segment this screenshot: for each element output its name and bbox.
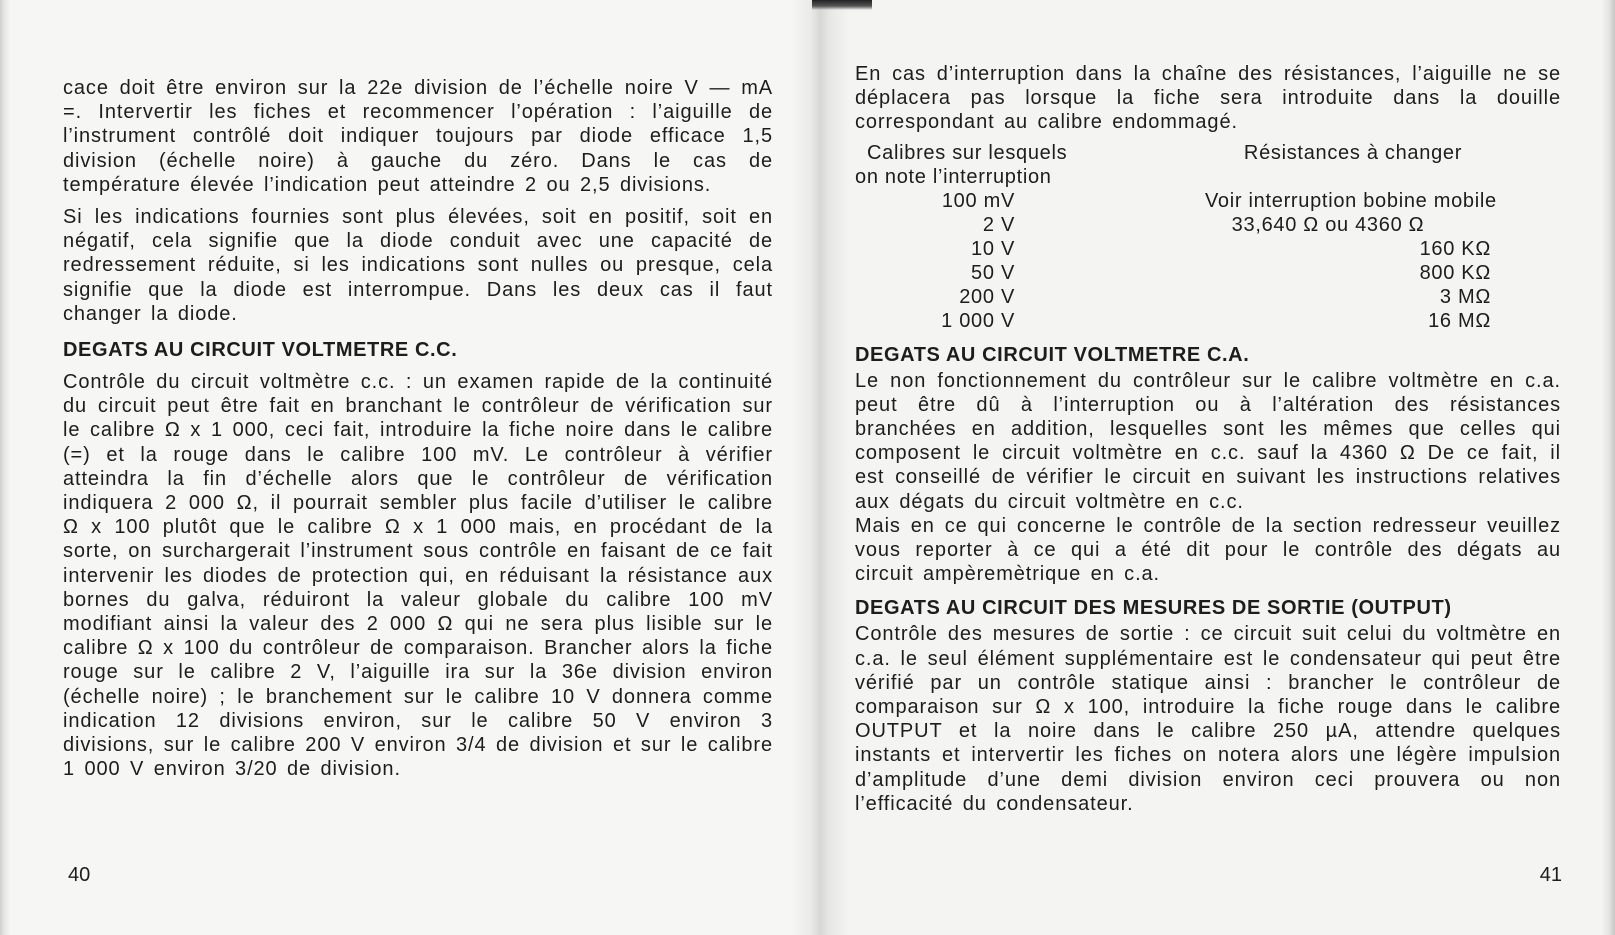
left-page-edge <box>0 0 10 935</box>
bookmark-ribbon <box>812 0 872 10</box>
calibre-row: 100 mV <box>941 189 1015 212</box>
left-paragraph-3: Contrôle du circuit voltmètre c.c. : un examen rapide de la continuité du circuit peut être fait en branchant le contrôleur de vérification sur le calibre Ω x 1 000, ceci fait, introduire la fiche noire dans le calibre (=) et la rouge dans le calibre 100 mV. Le contrôleur à vérifier atteindra la fin d’échelle alors que le contrôleur de vérification indiquera 2 000 Ω, il pourrait sembler plus facile d’utiliser le calibre Ω x 100 plutôt que le calibre Ω x 1 000 mais, en procédant de la sorte, on surchargerait l’instrument sous contrôle en faisant de ce fait intervenir les diodes de protection qui, en réduisant la résistance aux bornes du galva, réduiront la valeur globale du calibre 100 mV modifiant ainsi la valeur des 2 000 Ω qui ne sera plus lisible sur le calibre Ω x 100 du contrôleur de comparaison. Brancher alors la fiche rouge sur le calibre 2 V, l’aiguille ira sur la 36e division environ (échelle noire) ; le branchement sur le calibre 10 V donnera comme indication 12 divisions environ, sur le calibre 50 V environ 3 divisions, sur le calibre 200 V environ 3/4 de division et sur le calibre 1 000 V environ 3/20 de division. <box>63 371 773 781</box>
resistance-values <box>1105 189 1561 333</box>
table-column-calibres <box>855 141 1105 333</box>
resistance-row: 16 MΩ <box>1428 309 1491 332</box>
left-paragraph-2: Si les indications fournies sont plus élevées, soit en positif, soit en négatif, cela signifie que la diode conduit avec une capacité de redressement réduite, si les indications sont nulles ou presque, cela signifie que la diode est interrompue. Dans les deux cas il faut changer la diode. <box>63 206 773 325</box>
calibre-row: 1 000 V <box>941 309 1015 332</box>
table-header-calibres-line2: on note l’interruption <box>855 165 1052 188</box>
table-header-calibres <box>855 141 1105 189</box>
book-gutter-shadow <box>790 0 850 935</box>
heading-output: DEGATS AU CIRCUIT DES MESURES DE SORTIE (OUTPUT) <box>855 597 1452 620</box>
resistance-row: 800 KΩ <box>1419 261 1491 284</box>
page-number-left: 40 <box>68 864 91 886</box>
calibre-values <box>855 189 1015 333</box>
heading-voltmetre-ca: DEGATS AU CIRCUIT VOLTMETRE C.A. <box>855 343 1250 366</box>
calibre-row: 50 V <box>971 261 1015 284</box>
calibre-row: 10 V <box>971 237 1015 260</box>
heading-voltmetre-cc: DEGATS AU CIRCUIT VOLTMETRE C.C. <box>63 339 458 362</box>
left-page-text <box>63 76 773 789</box>
right-paragraph-ca-1: Le non fonctionnement du contrôleur sur le calibre voltmètre en c.a. peut être dû à l’interruption ou à l’altération des résistances branchées en addition, lesquelles sont les mêmes que celles qui composent le circuit voltmètre en c.c. sauf la 4360 Ω De ce fait, il est conseillé de vérifier le circuit en suivant les instructions relatives aux dégats du circuit voltmètre en c.c. <box>855 369 1561 513</box>
table-column-resistances <box>1105 141 1561 333</box>
table-header-calibres-line1: Calibres sur lesquels <box>867 141 1068 164</box>
resistance-row: Voir interruption bobine mobile <box>1205 189 1497 212</box>
right-page <box>812 0 1615 935</box>
resistance-row: 3 MΩ <box>1439 285 1491 308</box>
calibre-row: 200 V <box>959 285 1015 308</box>
right-paragraph-output: Contrôle des mesures de sortie : ce circuit suit celui du voltmètre en c.a. le seul élément supplémentaire est le condensateur qui peut être vérifié par un contrôle statique ainsi : brancher le contrôleur de comparaison sur Ω x 100, introduire la fiche rouge dans le calibre OUTPUT et la noire dans le calibre 250 µA, attendre quelques instants et intervertir les fiches on notera alors une légère impulsion d’amplitude d’une demi division environ ceci prouvera ou non l’efficacité du condensateur. <box>855 623 1561 815</box>
resistance-table <box>855 141 1561 333</box>
page-number-right: 41 <box>1539 864 1562 886</box>
calibre-row: 2 V <box>982 213 1015 236</box>
left-paragraph-1: cace doit être environ sur la 22e division de l’échelle noire V — mA =. Intervertir les fiches et recommencer l’opération : l’aiguille de l’instrument contrôlé doit indiquer toujours par diode efficace 1,5 division (échelle noire) à gauche du zéro. Dans le cas de température élevée l’indication peut atteindre 2 ou 2,5 divisions. <box>63 77 773 196</box>
table-header-resistances: Résistances à changer <box>1243 141 1463 164</box>
right-paragraph-ca-2: Mais en ce qui concerne le contrôle de la section redresseur veuillez vous reporter à ce qui a été dit pour le contrôle des dégats au circuit ampèremètrique en c.a. <box>855 514 1561 586</box>
resistance-row: 160 KΩ <box>1419 237 1491 260</box>
right-page-edge <box>1601 0 1615 935</box>
right-page-text <box>855 62 1561 822</box>
resistance-row: 33,640 Ω ou 4360 Ω <box>1231 213 1425 236</box>
right-intro-paragraph: En cas d’interruption dans la chaîne des résistances, l’aiguille ne se déplacera pas lorsque la fiche sera introduite dans la douille correspondant au calibre endommagé. <box>855 63 1561 134</box>
